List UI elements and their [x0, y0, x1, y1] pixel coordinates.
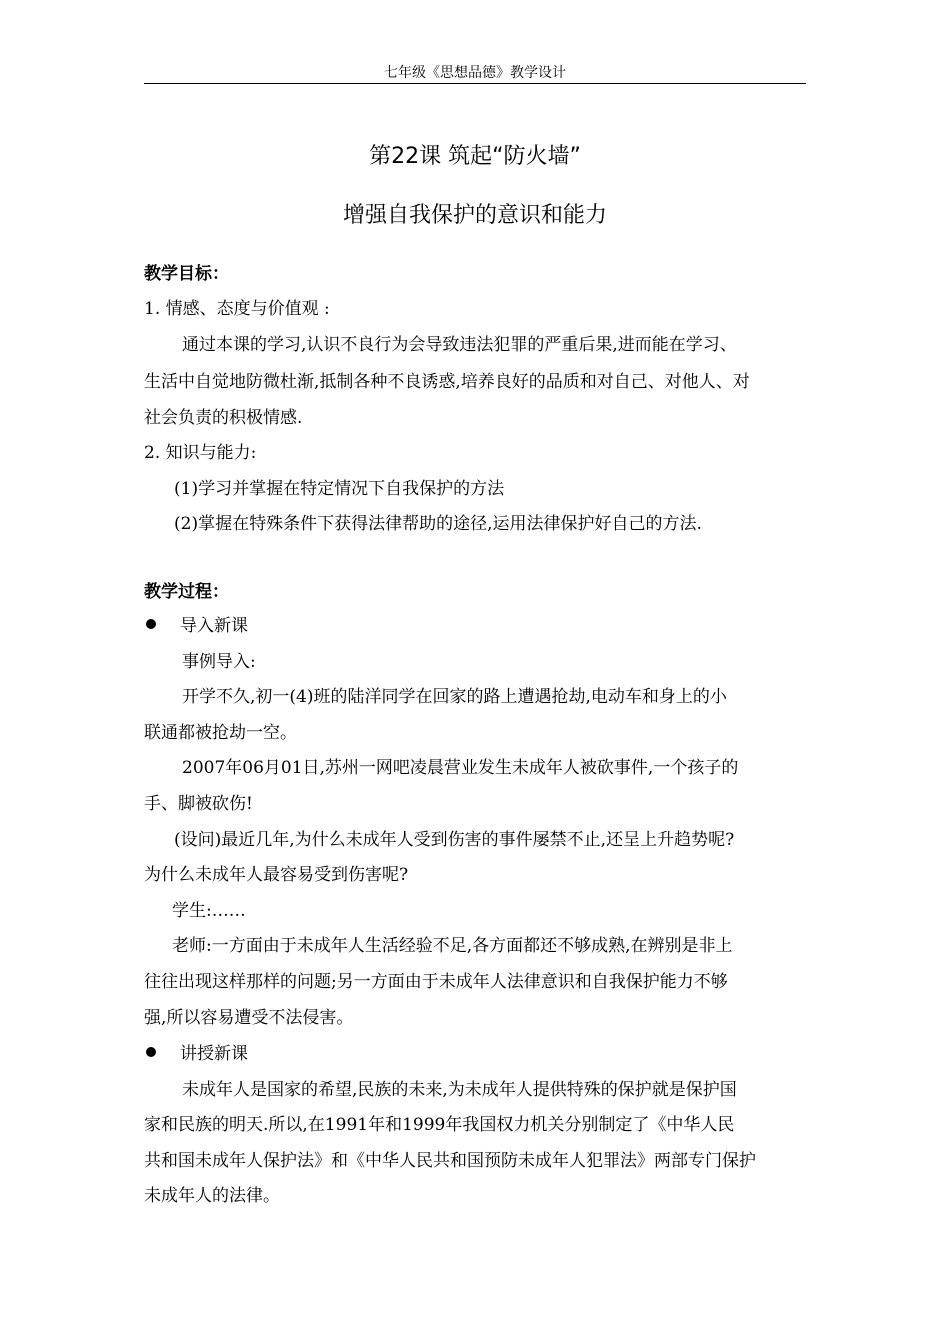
lesson-subtitle: 增强自我保护的意识和能力 [342, 203, 607, 228]
section-2-line: 共和国未成年人保护法》和《中华人民共和国预防未成年人犯罪法》两部专门保护 [144, 1151, 756, 1171]
objective-1-line: 社会负责的积极情感. [144, 408, 303, 428]
section-1-line: 2007年06月01日,苏州一网吧凌晨营业发生未成年人被砍事件,一个孩子的 [182, 758, 739, 778]
section-1-line: 联通都被抢劫一空。 [144, 723, 297, 743]
objective-1-line: 通过本课的学习,认识不良行为会导致违法犯罪的严重后果,进而能在学习、 [182, 335, 737, 355]
objective-2-sub: (2)掌握在特殊条件下获得法律帮助的途径,运用法律保护好自己的方法. [174, 514, 702, 534]
section-2-line: 未成年人的法律。 [144, 1186, 280, 1206]
header-divider [144, 83, 806, 84]
section-1-line: 老师:一方面由于未成年人生活经验不足,各方面都还不够成熟,在辨别是非上 [172, 936, 733, 956]
objective-1-line: 生活中自觉地防微杜渐,抵制各种不良诱惑,培养良好的品质和对自己、对他人、对 [144, 372, 750, 392]
section-1-line: 学生:…… [172, 901, 246, 921]
section-1-line: 为什么未成年人最容易受到伤害呢? [144, 865, 409, 885]
objective-2-sub: (1)学习并掌握在特定情况下自我保护的方法 [174, 479, 505, 499]
objectives-heading: 教学目标： [144, 264, 229, 284]
objective-1-label: 1. 情感、态度与价值观 : [144, 299, 330, 319]
section-2-line: 家和民族的明天.所以,在1991年和1999年我国权力机关分别制定了《中华人民 [144, 1115, 735, 1135]
section-2-label: 讲授新课 [180, 1044, 248, 1064]
section-1-line: (设问)最近几年,为什么未成年人受到伤害的事件屡禁不止,还呈上升趋势呢? [174, 830, 735, 850]
running-header: 七年级《思想品德》教学设计 [384, 65, 566, 81]
section-1-line: 事例导入: [182, 652, 256, 672]
process-heading: 教学过程： [144, 582, 229, 602]
section-1-line: 手、脚被砍伤! [144, 794, 253, 814]
section-1-line: 开学不久,初一(4)班的陆洋同学在回家的路上遭遇抢劫,电动车和身上的小 [182, 687, 727, 707]
section-1-label: 导入新课 [180, 616, 248, 636]
section-1-line: 强,所以容易遭受不法侵害。 [144, 1008, 354, 1028]
section-2-line: 未成年人是国家的希望,民族的未来,为未成年人提供特殊的保护就是保护国 [182, 1080, 737, 1100]
objective-2-label: 2. 知识与能力: [144, 443, 257, 463]
lesson-title: 第22课 筑起“防火墙” [369, 144, 581, 169]
bullet-icon [146, 619, 156, 629]
section-1-line: 往往出现这样那样的问题;另一方面由于未成年人法律意识和自我保护能力不够 [144, 972, 728, 992]
bullet-icon [146, 1047, 156, 1057]
